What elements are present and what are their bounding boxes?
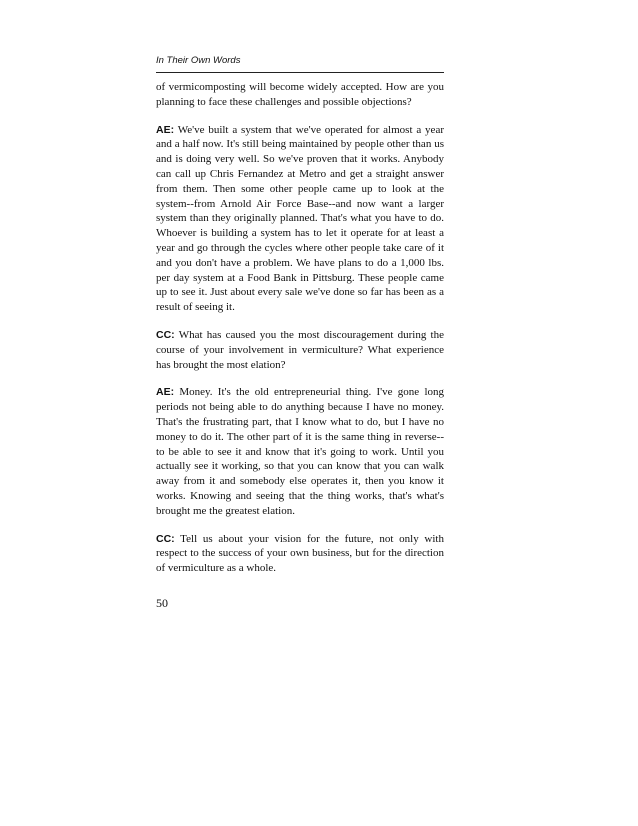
paragraph-text: of vermicomposting will become widely accepted. How are you planning to face these challenges and possible objections? <box>156 81 444 108</box>
speaker-label: AE: <box>156 123 175 136</box>
paragraph-text: Money. It's the old entrepreneurial thing. I've gone long periods not being able to do anything because I have no money. That's the frustrating part, that I know what to do, but I have no money to do it. The other part of it is the same thing in reverse--to be able to see it and know that it's going to work. Until you actually see it working, so that you can know that you can walk away from it and somebody else operates it, then you know it works. Knowing and seeing that the thing works, that's what's brought me the greatest elation. <box>156 386 444 517</box>
speaker-label: CC: <box>156 532 175 545</box>
paragraph-text: We've built a system that we've operated for almost a year and a half now. It's still being maintained by people other than us and is doing very well. So we've proven that it works. Anybody can call up Chris Fernandez at Metro and get a straight answer from them. Then some other people came up to look at the system--from Arnold Air Force Base--and now want a larger system than they originally planned. That's what you have to do. Whoever is building a system has to let it operate for at least a year and go through the cycles where other people take care of it and you don't have a problem. We have plans to do a 1,000 lbs. per day system at a Food Bank in Pittsburg. These people came up to see it. Just about every sale we've done so far has been as a result of seeing it. <box>156 123 444 314</box>
paragraph-ae-answer-1 <box>156 123 444 315</box>
speaker-label: CC: <box>156 328 175 341</box>
paragraph-text: Tell us about your vision for the future, not only with respect to the success of your own business, but for the direction of vermiculture as a whole. <box>156 532 444 575</box>
paragraph-continuation <box>156 80 444 110</box>
running-header: In Their Own Words <box>156 55 444 73</box>
paragraph-cc-question-2 <box>156 532 444 576</box>
speaker-label: AE: <box>156 386 175 399</box>
paragraph-text: What has caused you the most discouragement during the course of your involvement in vermiculture? What experience has brought the most elation? <box>156 328 444 371</box>
page-number: 50 <box>156 595 168 610</box>
paragraph-ae-answer-2 <box>156 385 444 518</box>
book-page <box>156 55 444 611</box>
paragraph-cc-question-1 <box>156 328 444 372</box>
